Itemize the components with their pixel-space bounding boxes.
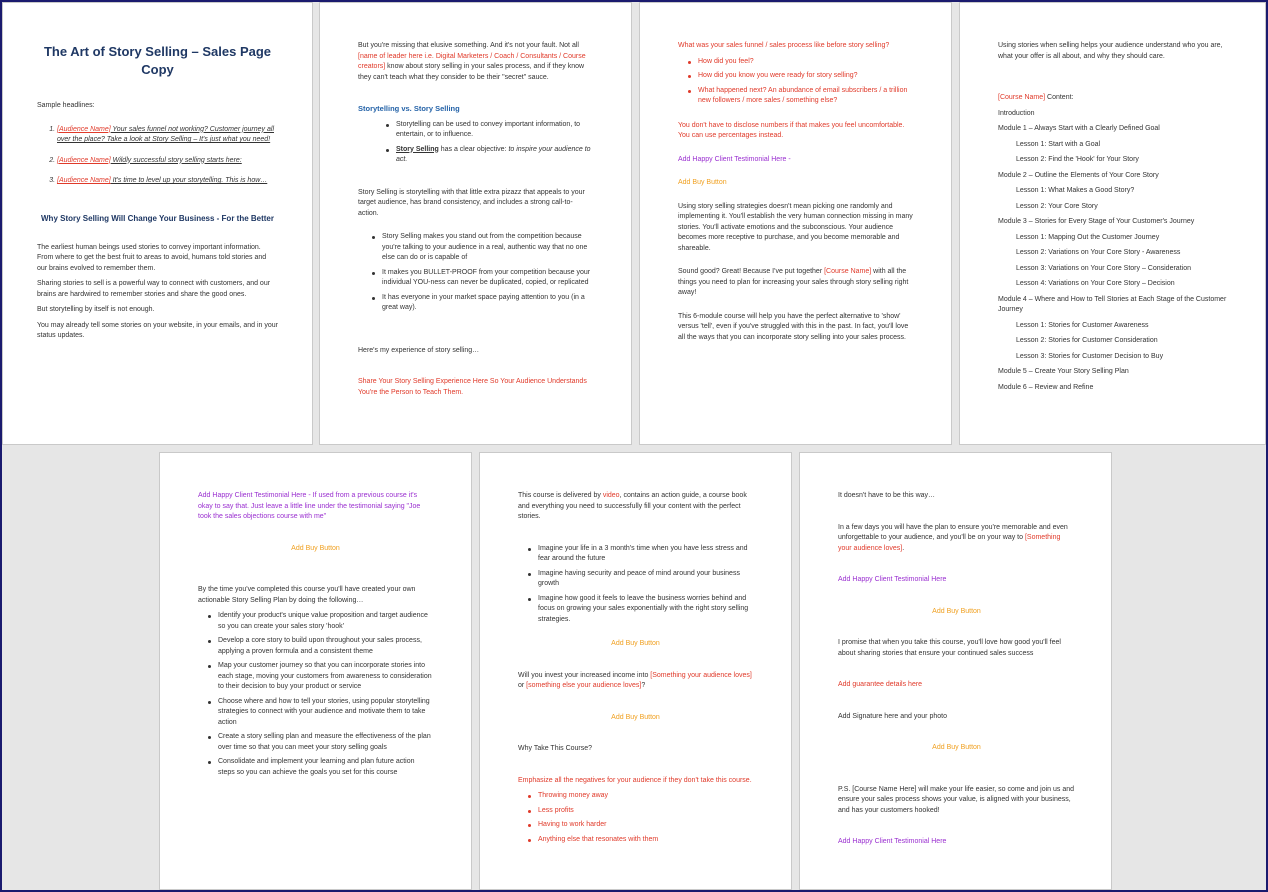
paragraph: This course is delivered by video, contains an action guide, a course book and everything you need to successfully fill your content with the perfect stories.: [518, 492, 747, 520]
lesson-item: Lesson 3: Variations on Your Core Story – Consideration: [1016, 264, 1191, 272]
course-content-list: [998, 109, 1229, 394]
module-item: Module 4 – Where and How to Tell Stories at Each Stage of the Customer Journey: [998, 295, 1227, 313]
list-item: Create a story selling plan and measure the effectiveness of the plan over time so that you can meet your story selling goals: [218, 732, 433, 753]
page-6: [479, 452, 792, 890]
outcomes-list: [218, 611, 433, 778]
section-heading: Storytelling vs. Story Selling: [358, 104, 460, 113]
lesson-item: Lesson 2: Stories for Customer Consideration: [1016, 337, 1158, 344]
list-item: Map your customer journey so that you can incorporate stories into each stage, moving your customers from awareness to consideration to their decision to buy your product or service: [218, 661, 433, 693]
question-text: What was your sales funnel / sales process like before story selling?: [678, 42, 890, 49]
paragraph: Sound good? Great! Because I've put together [Course Name] with all the things you need to plan for increasing your sales through story selling right away!: [678, 268, 909, 296]
list-item: Story Selling has a clear objective: to inspire your audience to act.: [396, 145, 593, 166]
paragraph: Using stories when selling helps your audience understand who you are, what your offer is all about, and why they should care.: [998, 42, 1223, 60]
question-list: [698, 57, 913, 107]
benefits-list: [382, 232, 593, 314]
list-item: Choose where and how to tell your stories, using popular storytelling strategies to connect with your audience and motivate them to take action: [218, 697, 433, 729]
section-heading: Why Take This Course?: [518, 745, 593, 752]
paragraph: But storytelling by itself is not enough.: [37, 306, 155, 313]
lesson-item: Lesson 4: Variations on Your Core Story – Decision: [1016, 280, 1175, 287]
paragraph: P.S. [Course Name Here] will make your life easier, so come and join us and ensure your sales process shows your value, is aligned with your business, and has your customers hooked!: [838, 785, 1075, 814]
list-item: Less profits: [538, 806, 753, 817]
module-item: Module 3 – Stories for Every Stage of Your Customer's Journey: [998, 218, 1195, 225]
paragraph: In a few days you will have the plan to ensure you're memorable and even unforgettable to your audience, and you'll be on your way to [Something your audience loves].: [838, 523, 1068, 552]
page-5: [159, 452, 472, 890]
list-item: Throwing money away: [538, 791, 753, 802]
buy-button-placeholder: Add Buy Button: [932, 607, 981, 615]
imagine-list: [538, 544, 753, 626]
lesson-item: Lesson 2: Variations on Your Core Story - Awareness: [1016, 249, 1181, 256]
buy-button-placeholder: Add Buy Button: [291, 544, 340, 552]
testimonial-placeholder: Add Happy Client Testimonial Here -: [678, 155, 791, 163]
instruction-text: Emphasize all the negatives for your audience if they don't take this course.: [518, 776, 752, 784]
page-1: [2, 2, 313, 445]
lesson-item: Lesson 2: Find the 'Hook' for Your Story: [1016, 156, 1139, 163]
list-item: How did you feel?: [698, 57, 913, 68]
list-item: How did you know you were ready for story selling?: [698, 71, 913, 82]
headline-item: 2. [Audience Name] Wildly successful story selling starts here:: [57, 156, 278, 167]
lesson-item: Lesson 3: Stories for Customer Decision to Buy: [1016, 352, 1164, 360]
page-7: [799, 452, 1112, 890]
paragraph: It doesn't have to be this way…: [838, 492, 936, 499]
negatives-list: [538, 791, 753, 845]
list-item: Identify your product's unique value proposition and target audience so you can create your sales story 'hook': [218, 611, 433, 632]
guarantee-placeholder: Add guarantee details here: [838, 681, 923, 688]
paragraph: But you're missing that elusive something. And it's not your fault. Not all [name of leader here i.e. Digital Marketers / Coach / Consultants / Course creators] know about story selling in your sales process, and if they know they can't teach what they consider to be their "secret" sauce.: [358, 42, 586, 81]
list-item: Story Selling makes you stand out from the competition because you're talking to your audience in a real, authentic way that no one else can do or is capable of: [382, 232, 593, 264]
lesson-item: Lesson 1: What Makes a Good Story?: [1016, 187, 1135, 194]
page-2: [319, 2, 632, 445]
paragraph: Here's my experience of story selling…: [358, 346, 480, 354]
module-item: Module 5 – Create Your Story Selling Plan: [998, 368, 1129, 375]
list-item: Storytelling can be used to convey important information, to entertain, or to influence.: [396, 120, 593, 141]
list-item: It has everyone in your market space paying attention to you (in a great way).: [382, 293, 593, 314]
list-item: Anything else that resonates with them: [538, 835, 753, 846]
signature-placeholder: Add Signature here and your photo: [838, 712, 947, 720]
content-heading: [Course Name] Content:: [998, 94, 1074, 101]
instruction-text: Share Your Story Selling Experience Here So Your Audience Understands You're the Person to Teach Them.: [358, 378, 587, 396]
section-heading: Why Story Selling Will Change Your Business - For the Better: [41, 213, 274, 223]
paragraph: Story Selling is storytelling with that little extra pizazz that appeals to your target audience, has brand consistency, and includes a strong call-to-action.: [358, 188, 585, 217]
list-item: What happened next? An abundance of email subscribers / a trillion new followers / more sales / something else?: [698, 86, 913, 107]
lesson-item: Lesson 1: Start with a Goal: [1016, 140, 1101, 148]
document-canvas: [2, 2, 1266, 890]
paragraph: Using story selling strategies doesn't mean picking one randomly and implementing it. You'll establish the very human connection missing in many stories. You'll activate emotions and the subconscious. Your audience becomes more receptive to purchase, and you become memorable and shareable.: [678, 202, 913, 252]
sample-headlines-label: Sample headlines:: [37, 102, 95, 109]
testimonial-placeholder: Add Happy Client Testimonial Here: [838, 576, 947, 583]
comparison-list: [396, 120, 593, 166]
paragraph: You may already tell some stories on your website, in your emails, and in your status updates.: [37, 321, 278, 339]
list-item: Imagine having security and peace of mind around your business growth: [538, 569, 753, 590]
module-item: Module 1 – Always Start with a Clearly Defined Goal: [998, 125, 1160, 132]
paragraph: By the time you've completed this course you'll have created your own actionable Story Selling Plan by doing the following…: [198, 586, 416, 604]
module-item: Introduction: [998, 109, 1035, 117]
buy-button-placeholder: Add Buy Button: [678, 179, 727, 186]
instruction-text: You don't have to disclose numbers if that makes you feel uncomfortable. You can use percentages instead.: [678, 121, 905, 139]
list-item: Consolidate and implement your learning and plan future action steps so you can achieve the goals you set for this course: [218, 757, 433, 778]
list-item: Imagine your life in a 3 month's time when you have less stress and fear around the future: [538, 544, 753, 565]
paragraph: This 6-module course will help you have the perfect alternative to 'show' versus 'tell', even if you've struggled with this in the past. In fact, you'll love all the ways that you can incorporate story selling into your sales process.: [678, 312, 909, 341]
buy-button-placeholder: Add Buy Button: [611, 713, 660, 721]
module-item: Module 6 – Review and Refine: [998, 383, 1094, 391]
headline-item: 1. [Audience Name] Your sales funnel not working? Customer journey all over the place? Take a look at Story Selling – It's just what you need!: [57, 125, 278, 146]
paragraph: Sharing stories to sell is a powerful way to connect with customers, and our brains are hardwired to remember stories and share the good ones.: [37, 280, 271, 298]
testimonial-placeholder: Add Happy Client Testimonial Here: [838, 838, 947, 845]
buy-button-placeholder: Add Buy Button: [932, 744, 981, 751]
page-3: [639, 2, 952, 445]
lesson-item: Lesson 1: Mapping Out the Customer Journey: [1016, 233, 1160, 241]
list-item: It makes you BULLET-PROOF from your competition because your individual YOU-ness can never be duplicated, copied, or replicated: [382, 268, 593, 289]
paragraph: Will you invest your increased income into [Something your audience loves] or [something else your audience loves]?: [518, 671, 752, 689]
lesson-item: Lesson 2: Your Core Story: [1016, 202, 1098, 210]
page-4: [959, 2, 1266, 445]
lesson-item: Lesson 1: Stories for Customer Awareness: [1016, 321, 1149, 329]
headline-item: 3. [Audience Name] It's time to level up your storytelling. This is how…: [57, 176, 278, 187]
testimonial-placeholder: Add Happy Client Testimonial Here - If used from a previous course it's okay to say that. Just leave a little line under the testimonial saying "Joe took the sales objections course with me": [198, 492, 421, 520]
paragraph: I promise that when you take this course, you'll love how good you'll feel about sharing stories that ensure your continued sales success: [838, 639, 1061, 657]
buy-button-placeholder: Add Buy Button: [611, 640, 660, 647]
list-item: Having to work harder: [538, 820, 753, 831]
headline-list: [57, 125, 278, 187]
module-item: Module 2 – Outline the Elements of Your Core Story: [998, 171, 1159, 179]
paragraph: The earliest human beings used stories to convey important information. From where to get the best fruit to areas to avoid, humans told stories and our brains evolved to remember them.: [37, 243, 267, 272]
list-item: Develop a core story to build upon throughout your sales process, applying a proven formula and a consistent theme: [218, 636, 433, 657]
list-item: Imagine how good it feels to leave the business worries behind and focus on growing your sales exponentially with the right story selling strategies.: [538, 594, 753, 626]
page-title: The Art of Story Selling – Sales Page Copy: [43, 44, 272, 77]
